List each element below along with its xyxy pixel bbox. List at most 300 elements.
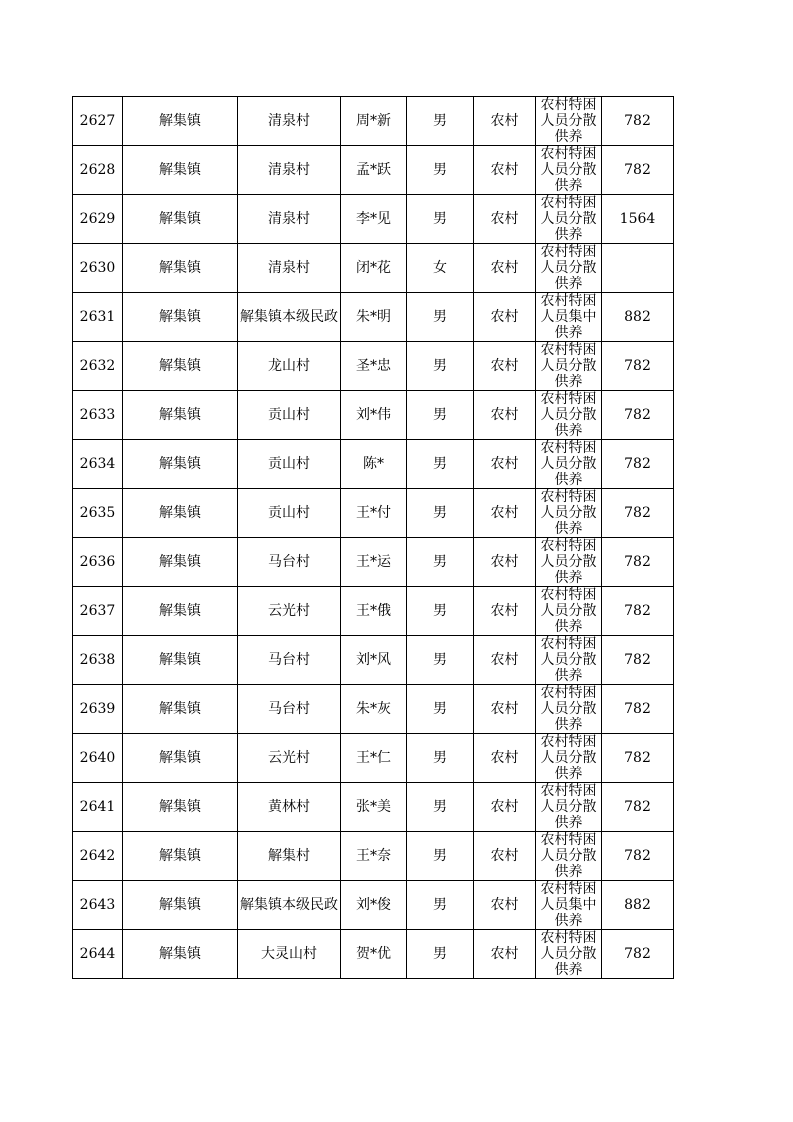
cell-town-text: 解集镇 <box>159 602 201 619</box>
cell-residence-type-text: 农村 <box>490 504 519 521</box>
cell-gender-text: 男 <box>433 210 447 227</box>
cell-village <box>238 930 341 979</box>
cell-support-type <box>536 489 602 538</box>
cell-residence-type-text: 农村 <box>490 112 519 129</box>
cell-residence-type <box>474 538 536 587</box>
cell-amount-text: 882 <box>624 308 651 325</box>
cell-town-text: 解集镇 <box>159 553 201 570</box>
cell-residence-type-text: 农村 <box>490 896 519 913</box>
records-table <box>72 96 674 979</box>
cell-village <box>238 391 341 440</box>
cell-town <box>123 734 238 783</box>
cell-residence-type-text: 农村 <box>490 357 519 374</box>
cell-person-name-text: 朱*明 <box>356 308 391 325</box>
cell-village-text: 清泉村 <box>268 210 310 227</box>
cell-town <box>123 636 238 685</box>
cell-residence-type <box>474 244 536 293</box>
cell-town <box>123 440 238 489</box>
table-row <box>73 97 674 146</box>
cell-support-type <box>536 391 602 440</box>
cell-village <box>238 293 341 342</box>
cell-serial-number-text: 2631 <box>79 308 116 325</box>
cell-residence-type-text: 农村 <box>490 210 519 227</box>
cell-village-text: 解集村 <box>268 847 310 864</box>
cell-gender-text: 男 <box>433 553 447 570</box>
cell-serial-number <box>73 440 123 489</box>
cell-serial-number-text: 2627 <box>79 112 116 129</box>
cell-person-name-text: 周*新 <box>356 112 391 129</box>
cell-person-name-text: 李*见 <box>356 210 391 227</box>
cell-support-type <box>536 636 602 685</box>
cell-village <box>238 538 341 587</box>
cell-gender-text: 男 <box>433 896 447 913</box>
cell-support-type-text: 农村特困人员分散供养 <box>540 783 597 831</box>
cell-village <box>238 244 341 293</box>
cell-amount <box>602 783 674 832</box>
cell-support-type-text: 农村特困人员分散供养 <box>540 685 597 733</box>
cell-amount <box>602 195 674 244</box>
cell-amount <box>602 587 674 636</box>
cell-gender-text: 男 <box>433 651 447 668</box>
cell-person-name-text: 圣*忠 <box>356 357 391 374</box>
table-row <box>73 244 674 293</box>
cell-town <box>123 538 238 587</box>
cell-support-type-text: 农村特困人员分散供养 <box>540 734 597 782</box>
cell-support-type <box>536 97 602 146</box>
cell-support-type-text: 农村特困人员集中供养 <box>540 293 597 341</box>
cell-residence-type <box>474 783 536 832</box>
cell-person-name <box>341 391 407 440</box>
cell-residence-type <box>474 440 536 489</box>
cell-gender <box>407 636 474 685</box>
cell-village-text: 云光村 <box>268 602 310 619</box>
cell-support-type-text: 农村特困人员分散供养 <box>540 636 597 684</box>
cell-town <box>123 489 238 538</box>
cell-gender-text: 女 <box>433 259 447 276</box>
cell-person-name-text: 张*美 <box>356 798 391 815</box>
cell-village <box>238 587 341 636</box>
cell-town <box>123 97 238 146</box>
cell-town <box>123 146 238 195</box>
cell-support-type <box>536 440 602 489</box>
cell-amount-text: 782 <box>624 945 651 962</box>
cell-person-name <box>341 146 407 195</box>
cell-serial-number <box>73 195 123 244</box>
cell-person-name-text: 贺*优 <box>356 945 391 962</box>
cell-support-type <box>536 342 602 391</box>
cell-gender-text: 男 <box>433 798 447 815</box>
cell-support-type <box>536 587 602 636</box>
cell-town-text: 解集镇 <box>159 749 201 766</box>
cell-amount <box>602 293 674 342</box>
cell-village <box>238 489 341 538</box>
cell-amount <box>602 440 674 489</box>
cell-town <box>123 244 238 293</box>
cell-village <box>238 195 341 244</box>
cell-serial-number-text: 2634 <box>79 455 116 472</box>
cell-gender <box>407 146 474 195</box>
cell-residence-type <box>474 391 536 440</box>
cell-town-text: 解集镇 <box>159 798 201 815</box>
cell-village-text: 大灵山村 <box>261 945 317 962</box>
cell-support-type-text: 农村特困人员分散供养 <box>540 587 597 635</box>
table-row <box>73 391 674 440</box>
cell-serial-number <box>73 930 123 979</box>
cell-village <box>238 636 341 685</box>
cell-person-name <box>341 342 407 391</box>
cell-residence-type <box>474 195 536 244</box>
cell-serial-number <box>73 489 123 538</box>
cell-support-type <box>536 244 602 293</box>
cell-amount <box>602 832 674 881</box>
cell-serial-number-text: 2636 <box>79 553 116 570</box>
cell-village-text: 解集镇本级民政 <box>240 896 338 913</box>
cell-support-type-text: 农村特困人员分散供养 <box>540 195 597 243</box>
table-row <box>73 293 674 342</box>
cell-serial-number-text: 2641 <box>79 798 116 815</box>
cell-person-name-text: 孟*跃 <box>356 161 391 178</box>
cell-support-type <box>536 783 602 832</box>
cell-village <box>238 440 341 489</box>
cell-gender-text: 男 <box>433 749 447 766</box>
cell-village <box>238 146 341 195</box>
cell-support-type <box>536 146 602 195</box>
cell-residence-type-text: 农村 <box>490 308 519 325</box>
cell-gender <box>407 930 474 979</box>
cell-residence-type-text: 农村 <box>490 406 519 423</box>
cell-support-type <box>536 734 602 783</box>
cell-residence-type <box>474 97 536 146</box>
cell-town-text: 解集镇 <box>159 357 201 374</box>
cell-amount <box>602 244 674 293</box>
cell-gender-text: 男 <box>433 455 447 472</box>
cell-serial-number-text: 2639 <box>79 700 116 717</box>
cell-person-name-text: 王*付 <box>356 504 391 521</box>
table-row <box>73 538 674 587</box>
cell-serial-number-text: 2633 <box>79 406 116 423</box>
cell-support-type-text: 农村特困人员分散供养 <box>540 538 597 586</box>
cell-support-type-text: 农村特困人员分散供养 <box>540 97 597 145</box>
cell-gender-text: 男 <box>433 847 447 864</box>
table-row <box>73 146 674 195</box>
cell-serial-number-text: 2644 <box>79 945 116 962</box>
cell-serial-number <box>73 293 123 342</box>
cell-residence-type-text: 农村 <box>490 749 519 766</box>
cell-town-text: 解集镇 <box>159 700 201 717</box>
cell-serial-number <box>73 538 123 587</box>
cell-town-text: 解集镇 <box>159 308 201 325</box>
cell-amount-text: 782 <box>624 504 651 521</box>
cell-person-name <box>341 440 407 489</box>
cell-town-text: 解集镇 <box>159 945 201 962</box>
cell-serial-number-text: 2643 <box>79 896 116 913</box>
cell-support-type-text: 农村特困人员分散供养 <box>540 342 597 390</box>
cell-amount-text: 782 <box>624 112 651 129</box>
cell-person-name-text: 闭*花 <box>356 259 391 276</box>
cell-town <box>123 587 238 636</box>
cell-support-type-text: 农村特困人员分散供养 <box>540 489 597 537</box>
cell-serial-number-text: 2637 <box>79 602 116 619</box>
cell-town-text: 解集镇 <box>159 847 201 864</box>
cell-person-name <box>341 685 407 734</box>
cell-person-name <box>341 293 407 342</box>
cell-amount-text: 782 <box>624 406 651 423</box>
cell-person-name-text: 王*俄 <box>356 602 391 619</box>
cell-amount-text: 782 <box>624 357 651 374</box>
cell-town-text: 解集镇 <box>159 112 201 129</box>
cell-residence-type <box>474 342 536 391</box>
cell-gender-text: 男 <box>433 602 447 619</box>
cell-residence-type-text: 农村 <box>490 553 519 570</box>
table-row <box>73 636 674 685</box>
cell-amount-text: 782 <box>624 798 651 815</box>
cell-serial-number <box>73 636 123 685</box>
cell-gender <box>407 587 474 636</box>
cell-serial-number-text: 2640 <box>79 749 116 766</box>
table-row <box>73 685 674 734</box>
cell-gender <box>407 832 474 881</box>
cell-town-text: 解集镇 <box>159 210 201 227</box>
table-row <box>73 489 674 538</box>
cell-amount <box>602 685 674 734</box>
cell-town <box>123 685 238 734</box>
cell-town <box>123 930 238 979</box>
cell-residence-type <box>474 881 536 930</box>
cell-gender-text: 男 <box>433 945 447 962</box>
cell-village-text: 马台村 <box>268 700 310 717</box>
cell-village-text: 马台村 <box>268 651 310 668</box>
cell-village-text: 清泉村 <box>268 112 310 129</box>
cell-amount <box>602 489 674 538</box>
cell-village-text: 云光村 <box>268 749 310 766</box>
cell-town-text: 解集镇 <box>159 161 201 178</box>
cell-gender <box>407 538 474 587</box>
table-row <box>73 440 674 489</box>
cell-town <box>123 195 238 244</box>
cell-serial-number-text: 2638 <box>79 651 116 668</box>
cell-support-type <box>536 685 602 734</box>
cell-support-type-text: 农村特困人员分散供养 <box>540 930 597 978</box>
cell-person-name <box>341 538 407 587</box>
cell-town-text: 解集镇 <box>159 259 201 276</box>
cell-serial-number <box>73 391 123 440</box>
cell-person-name-text: 王*仁 <box>356 749 391 766</box>
cell-town-text: 解集镇 <box>159 651 201 668</box>
cell-person-name <box>341 587 407 636</box>
cell-gender-text: 男 <box>433 357 447 374</box>
cell-village-text: 龙山村 <box>268 357 310 374</box>
cell-town-text: 解集镇 <box>159 504 201 521</box>
cell-village-text: 贡山村 <box>268 455 310 472</box>
cell-person-name <box>341 783 407 832</box>
cell-support-type-text: 农村特困人员分散供养 <box>540 244 597 292</box>
table-row <box>73 881 674 930</box>
cell-serial-number <box>73 783 123 832</box>
cell-amount <box>602 146 674 195</box>
cell-serial-number-text: 2630 <box>79 259 116 276</box>
cell-gender <box>407 881 474 930</box>
cell-serial-number-text: 2629 <box>79 210 116 227</box>
cell-serial-number <box>73 97 123 146</box>
cell-gender <box>407 244 474 293</box>
table-row <box>73 587 674 636</box>
cell-amount <box>602 636 674 685</box>
cell-amount-text: 882 <box>624 896 651 913</box>
cell-village-text: 清泉村 <box>268 259 310 276</box>
table-row <box>73 195 674 244</box>
table-row <box>73 783 674 832</box>
cell-amount <box>602 97 674 146</box>
cell-amount-text: 782 <box>624 455 651 472</box>
cell-support-type-text: 农村特困人员分散供养 <box>540 832 597 880</box>
cell-serial-number <box>73 832 123 881</box>
cell-person-name-text: 王*运 <box>356 553 391 570</box>
cell-town-text: 解集镇 <box>159 406 201 423</box>
cell-serial-number-text: 2632 <box>79 357 116 374</box>
cell-amount-text: 782 <box>624 553 651 570</box>
cell-town <box>123 832 238 881</box>
cell-town-text: 解集镇 <box>159 455 201 472</box>
cell-village <box>238 97 341 146</box>
cell-serial-number-text: 2635 <box>79 504 116 521</box>
cell-residence-type-text: 农村 <box>490 945 519 962</box>
cell-village <box>238 342 341 391</box>
cell-gender-text: 男 <box>433 161 447 178</box>
cell-person-name-text: 陈* <box>363 455 384 472</box>
cell-support-type <box>536 293 602 342</box>
cell-village-text: 黄林村 <box>268 798 310 815</box>
cell-amount-text: 782 <box>624 847 651 864</box>
table-row <box>73 930 674 979</box>
cell-serial-number-text: 2628 <box>79 161 116 178</box>
cell-residence-type-text: 农村 <box>490 798 519 815</box>
cell-gender <box>407 783 474 832</box>
cell-person-name <box>341 881 407 930</box>
cell-person-name <box>341 244 407 293</box>
cell-village <box>238 881 341 930</box>
cell-village-text: 清泉村 <box>268 161 310 178</box>
cell-amount <box>602 342 674 391</box>
cell-town <box>123 881 238 930</box>
cell-amount-text: 782 <box>624 161 651 178</box>
cell-amount-text: 782 <box>624 602 651 619</box>
cell-town <box>123 342 238 391</box>
cell-village <box>238 832 341 881</box>
cell-support-type-text: 农村特困人员分散供养 <box>540 391 597 439</box>
cell-person-name <box>341 97 407 146</box>
cell-town-text: 解集镇 <box>159 896 201 913</box>
cell-amount <box>602 391 674 440</box>
cell-residence-type-text: 农村 <box>490 602 519 619</box>
cell-residence-type <box>474 636 536 685</box>
cell-serial-number <box>73 587 123 636</box>
cell-residence-type <box>474 930 536 979</box>
cell-person-name <box>341 832 407 881</box>
cell-town <box>123 391 238 440</box>
cell-serial-number-text: 2642 <box>79 847 116 864</box>
cell-person-name <box>341 195 407 244</box>
cell-gender-text: 男 <box>433 308 447 325</box>
cell-gender-text: 男 <box>433 112 447 129</box>
cell-residence-type <box>474 734 536 783</box>
cell-person-name-text: 朱*灰 <box>356 700 391 717</box>
cell-village <box>238 783 341 832</box>
cell-gender <box>407 342 474 391</box>
cell-person-name <box>341 930 407 979</box>
cell-gender <box>407 489 474 538</box>
cell-village <box>238 734 341 783</box>
cell-serial-number <box>73 146 123 195</box>
cell-gender <box>407 391 474 440</box>
cell-residence-type-text: 农村 <box>490 651 519 668</box>
cell-support-type <box>536 881 602 930</box>
cell-residence-type-text: 农村 <box>490 847 519 864</box>
cell-serial-number <box>73 734 123 783</box>
cell-person-name <box>341 636 407 685</box>
cell-support-type <box>536 930 602 979</box>
cell-support-type-text: 农村特困人员分散供养 <box>540 146 597 194</box>
cell-residence-type-text: 农村 <box>490 259 519 276</box>
cell-person-name-text: 王*奈 <box>356 847 391 864</box>
cell-amount-text: 1564 <box>619 210 656 227</box>
cell-village <box>238 685 341 734</box>
cell-gender <box>407 97 474 146</box>
table-body <box>73 97 674 979</box>
table-row <box>73 734 674 783</box>
cell-village-text: 贡山村 <box>268 504 310 521</box>
cell-person-name <box>341 734 407 783</box>
cell-residence-type <box>474 489 536 538</box>
cell-person-name <box>341 489 407 538</box>
cell-gender-text: 男 <box>433 504 447 521</box>
cell-gender <box>407 734 474 783</box>
cell-residence-type <box>474 146 536 195</box>
cell-gender <box>407 685 474 734</box>
cell-support-type <box>536 195 602 244</box>
table-row <box>73 342 674 391</box>
cell-serial-number <box>73 342 123 391</box>
cell-gender-text: 男 <box>433 700 447 717</box>
cell-support-type-text: 农村特困人员集中供养 <box>540 881 597 929</box>
cell-residence-type-text: 农村 <box>490 700 519 717</box>
cell-amount-text: 782 <box>624 749 651 766</box>
cell-amount-text: 782 <box>624 700 651 717</box>
cell-amount-text: 782 <box>624 651 651 668</box>
cell-village-text: 马台村 <box>268 553 310 570</box>
cell-amount <box>602 734 674 783</box>
cell-serial-number <box>73 881 123 930</box>
cell-support-type <box>536 832 602 881</box>
cell-town <box>123 783 238 832</box>
cell-town <box>123 293 238 342</box>
cell-residence-type <box>474 685 536 734</box>
cell-residence-type <box>474 832 536 881</box>
cell-person-name-text: 刘*风 <box>356 651 391 668</box>
table-row <box>73 832 674 881</box>
cell-residence-type <box>474 293 536 342</box>
cell-residence-type-text: 农村 <box>490 161 519 178</box>
cell-amount <box>602 538 674 587</box>
cell-gender-text: 男 <box>433 406 447 423</box>
cell-residence-type <box>474 587 536 636</box>
cell-serial-number <box>73 244 123 293</box>
cell-village-text: 解集镇本级民政 <box>240 308 338 325</box>
cell-gender <box>407 440 474 489</box>
cell-amount <box>602 930 674 979</box>
cell-serial-number <box>73 685 123 734</box>
cell-gender <box>407 195 474 244</box>
cell-person-name-text: 刘*伟 <box>356 406 391 423</box>
